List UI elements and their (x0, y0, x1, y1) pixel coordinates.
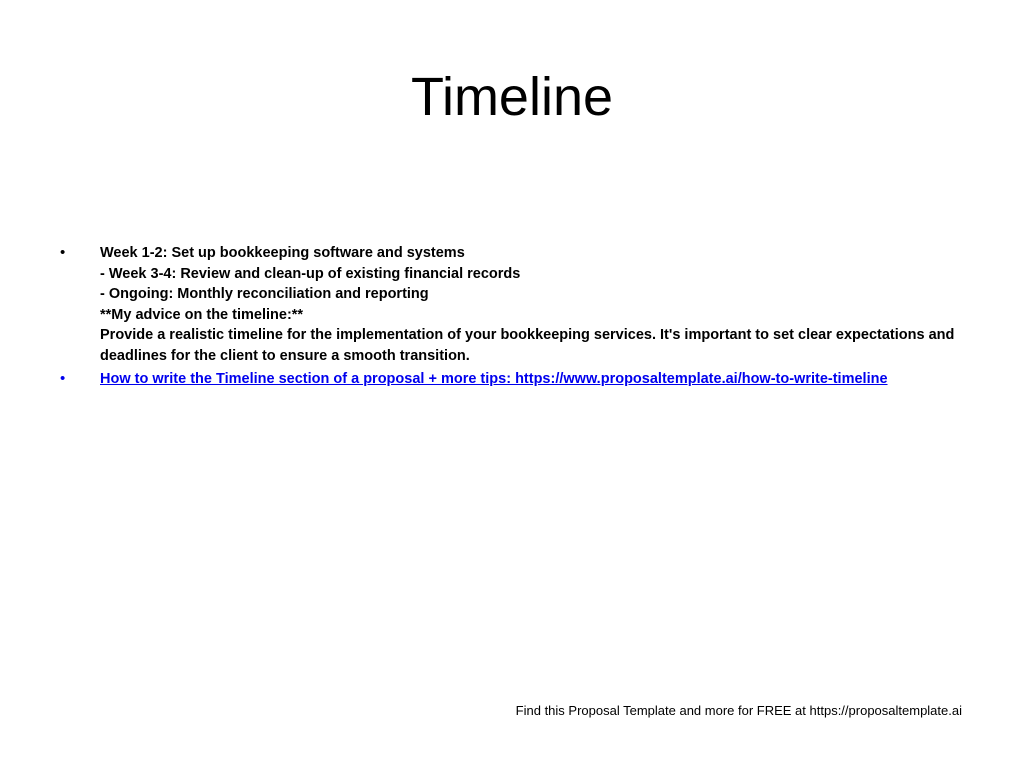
slide-title: Timeline (410, 67, 614, 127)
bullet-icon: • (60, 370, 66, 387)
how-to-write-timeline-link[interactable]: How to write the Timeline section of a proposal + more tips: https://www.proposaltemplate.ai/how-to-write-timeline (100, 371, 888, 387)
footer-text: Find this Proposal Template and more for FREE at https://proposaltemplate.ai (515, 703, 962, 718)
timeline-text: Week 1-2: Set up bookkeeping software and systems - Week 3-4: Review and clean-up of existing financial records - Ongoing: Monthly reconciliation and reporting **My advice on the timeline:** Provide a realistic timeline for the implementation of your bookkeeping services. It's important to set clear expectations and deadlines for the client to ensure a smooth transition. (100, 245, 955, 364)
bullet-icon: • (60, 244, 66, 261)
bullet-list (56, 243, 968, 393)
bullet-item-link (56, 369, 968, 390)
bullet-item-timeline (56, 243, 968, 366)
